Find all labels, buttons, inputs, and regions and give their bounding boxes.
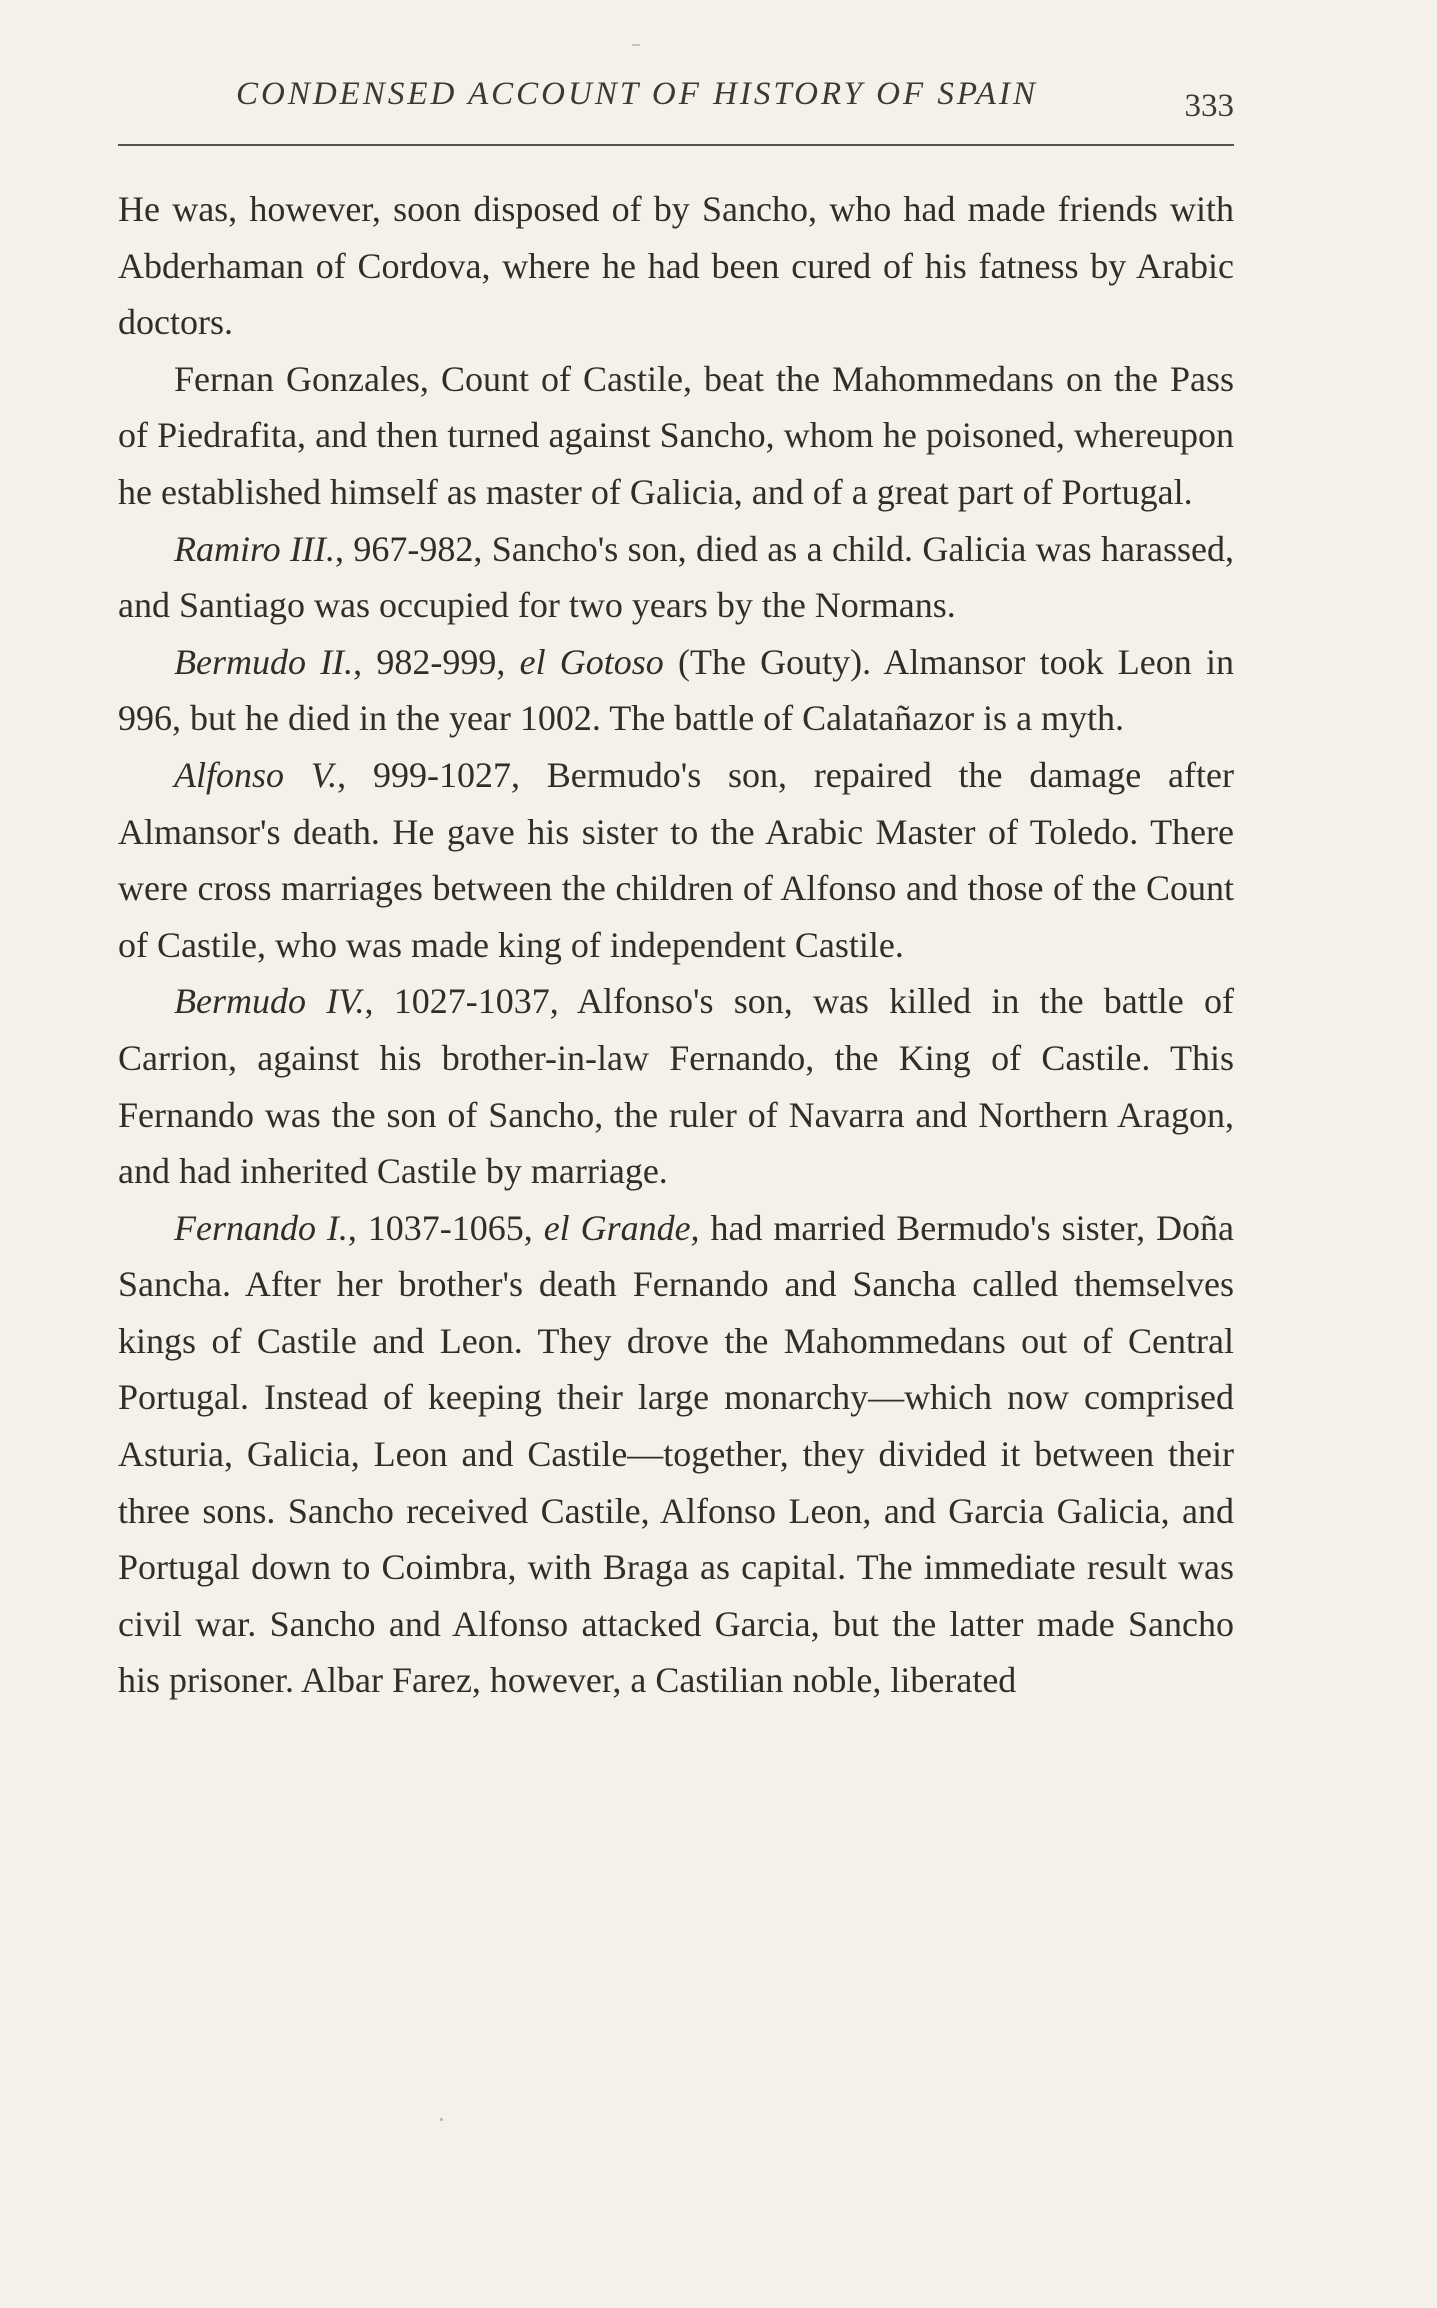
ruler-epithet: el Grande, xyxy=(543,1207,700,1248)
running-title: CONDENSED ACCOUNT OF HISTORY OF SPAIN xyxy=(236,76,1038,112)
paragraph-text: , 982-999, xyxy=(353,641,520,682)
ruler-name: Bermudo IV. xyxy=(174,981,365,1022)
paragraph-3 xyxy=(118,521,1234,634)
print-speck xyxy=(632,44,640,46)
paragraph-text: , 967-982, Sancho's son, died as a child. Galicia was harassed, and Santiago was occupied for two years by the Normans. xyxy=(118,528,1234,626)
paragraph-text: (The Gouty). Almansor took Leon in 996, but he died in the year 1002. The battle of Calatañazor is a myth. xyxy=(118,641,1234,739)
paragraph-text: , 999-1027, Bermudo's son, repaired the damage after Almansor's death. He gave his sister to the Arabic Master of Toledo. There were cross marriages between the children of Alfonso and those of the Count of Castile, who was made king of independent Castile. xyxy=(118,754,1234,965)
paragraph-6 xyxy=(118,973,1234,1199)
ruler-name: Alfonso V. xyxy=(174,754,338,795)
paragraph-5 xyxy=(118,747,1234,973)
paragraph-1 xyxy=(118,181,1234,351)
paragraph-text: He was, however, soon disposed of by Sancho, who had made friends with Abderhaman of Cordova, where he had been cured of his fatness by Arabic doctors. xyxy=(118,189,1234,343)
paragraph-4 xyxy=(118,634,1234,747)
paragraph-7 xyxy=(118,1200,1234,1709)
paragraph-text: Fernan Gonzales, Count of Castile, beat the Mahommedans on the Pass of Piedrafita, and then turned against Sancho, whom he poisoned, whereupon he established himself as master of Galicia, and of a great part of Portugal. xyxy=(118,358,1234,512)
paragraph-text: , 1037-1065, xyxy=(347,1207,544,1248)
paragraph-text: had married Bermudo's sister, Doña Sancha. After her brother's death Fernando and Sancha called themselves kings of Castile and Leon. They drove the Mahommedans out of Central Portugal. Instead of keeping their large monarchy—which now comprised Asturia, Galicia, Leon and Castile—together, they divided it between their three sons. Sancho received Castile, Alfonso Leon, and Garcia Galicia, and Portugal down to Coimbra, with Braga as capital. The immediate result was civil war. Sancho and Alfonso attacked Garcia, but the latter made Sancho his prisoner. Albar Farez, however, a Castilian noble, liberated xyxy=(118,1207,1235,1701)
ruler-epithet: el Gotoso xyxy=(519,641,664,682)
body-text xyxy=(118,181,1234,1709)
page-number: 333 xyxy=(1184,88,1234,124)
paragraph-text: , 1027-1037, Alfonso's son, was killed in the battle of Carrion, against his brother-in-law Fernando, the King of Castile. This Fernando was the son of Sancho, the ruler of Navarra and Northern Aragon, and had inherited Castile by marriage. xyxy=(118,981,1234,1192)
paragraph-2 xyxy=(118,351,1234,521)
header-rule xyxy=(118,144,1234,146)
print-speck xyxy=(440,2118,443,2121)
ruler-name: Fernando I. xyxy=(174,1207,348,1248)
ruler-name: Ramiro III. xyxy=(174,528,335,569)
running-head xyxy=(0,76,1234,136)
ruler-name: Bermudo II. xyxy=(174,641,354,682)
